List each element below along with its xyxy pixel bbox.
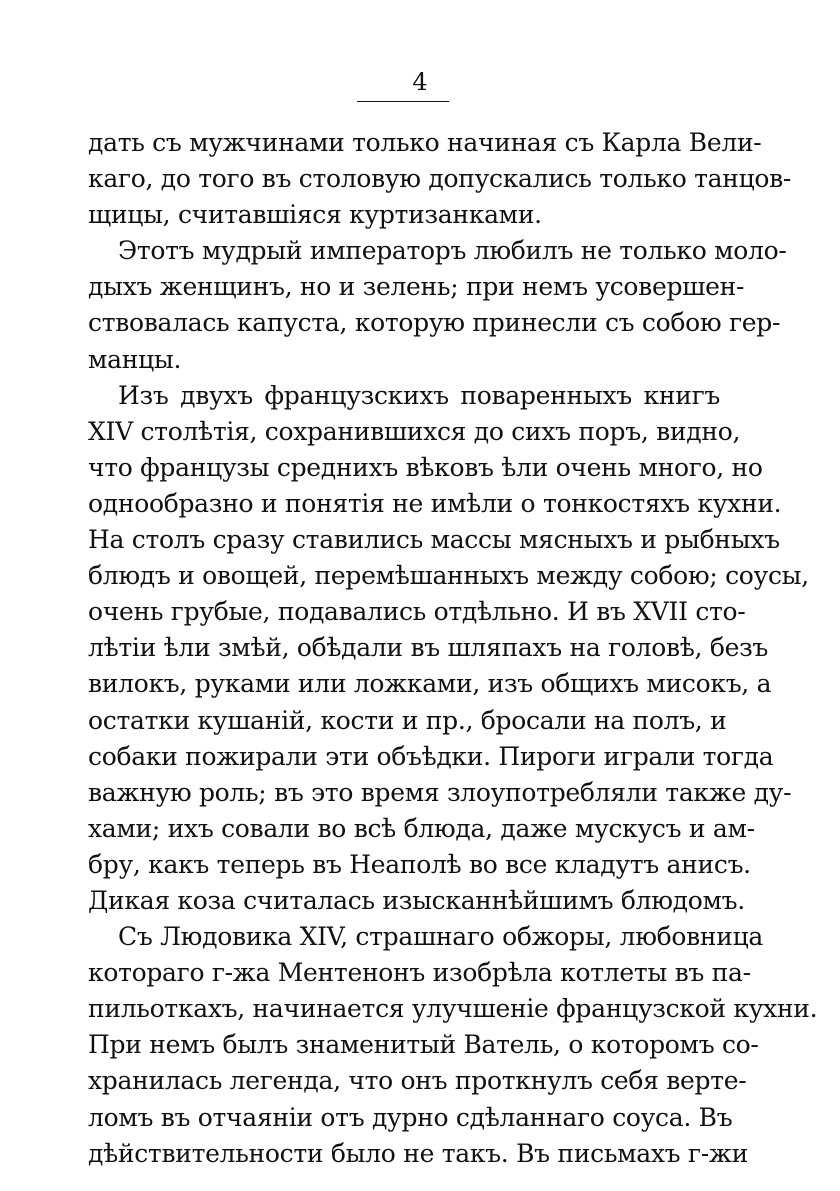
header-rule bbox=[357, 101, 449, 102]
text-line: хранилась легенда, что онъ проткнулъ себя верте- bbox=[88, 1066, 747, 1096]
body-text bbox=[88, 125, 818, 1172]
text-line: Изъ двухъ французскихъ поваренныхъ книгъ bbox=[118, 380, 720, 410]
text-line: остатки кушаній, кости и пр., бросали на полъ, и bbox=[88, 705, 727, 735]
text-line: дать съ мужчинами только начиная съ Карла Вели- bbox=[88, 128, 762, 157]
text-line: что французы среднихъ вѣковъ ѣли очень много, но bbox=[88, 452, 763, 482]
text-line: дѣйствительности было не такъ. Въ письмахъ г-жи bbox=[88, 1138, 748, 1168]
text-line: ствовалась капуста, которую принесли съ собою гер- bbox=[88, 308, 781, 338]
text-line: На столъ сразу ставились массы мясныхъ и рыбныхъ bbox=[88, 525, 780, 555]
text-line: манцы. bbox=[88, 344, 182, 374]
text-line: щицы, считавшіяся куртизанками. bbox=[88, 200, 542, 230]
text-line: очень грубые, подавались отдѣльно. И въ XVII сто- bbox=[88, 597, 746, 627]
text-line: При немъ былъ знаменитый Ватель, о которомъ со- bbox=[88, 1030, 759, 1060]
text-line: важную роль; въ это время злоупотребляли также ду- bbox=[88, 777, 792, 807]
text-line: ломъ въ отчаяніи отъ дурно сдѣланнаго соуса. Въ bbox=[88, 1102, 733, 1132]
text-line: лѣтіи ѣли змѣй, обѣдали въ шляпахъ на головѣ, безъ bbox=[88, 633, 769, 663]
page-number: 4 bbox=[412, 68, 428, 96]
text-line: котораго г-жа Ментенонъ изобрѣла котлеты въ па- bbox=[88, 958, 751, 988]
text-line: однообразно и понятія не имѣли о тонкостяхъ кухни. bbox=[88, 488, 782, 518]
text-line: XIV столѣтія, сохранившихся до сихъ поръ, видно, bbox=[88, 416, 741, 446]
text-line: каго, до того въ столовую допускались только танцов- bbox=[88, 164, 792, 194]
text-line: вилокъ, руками или ложками, изъ общихъ мисокъ, а bbox=[88, 669, 772, 699]
text-line: Дикая коза считалась изысканнѣйшимъ блюдомъ. bbox=[88, 885, 745, 915]
text-line: блюдъ и овощей, перемѣшанныхъ между собою; соусы, bbox=[88, 561, 809, 591]
text-line: бру, какъ теперь въ Неаполѣ во все кладутъ анисъ. bbox=[88, 849, 751, 879]
text-line: Съ Людовика XIV, страшнаго обжоры, любовница bbox=[118, 922, 764, 952]
text-line: собаки пожирали эти объѣдки. Пироги играли тогда bbox=[88, 741, 774, 771]
text-line: хами; ихъ совали во всѣ блюда, даже мускусъ и ам- bbox=[88, 813, 755, 843]
text-line: Этотъ мудрый императоръ любилъ не только моло- bbox=[118, 236, 787, 266]
text-line: пильоткахъ, начинается улучшеніе французской кухни. bbox=[88, 994, 818, 1024]
text-line: дыхъ женщинъ, но и зелень; при немъ усовершен- bbox=[88, 272, 745, 302]
